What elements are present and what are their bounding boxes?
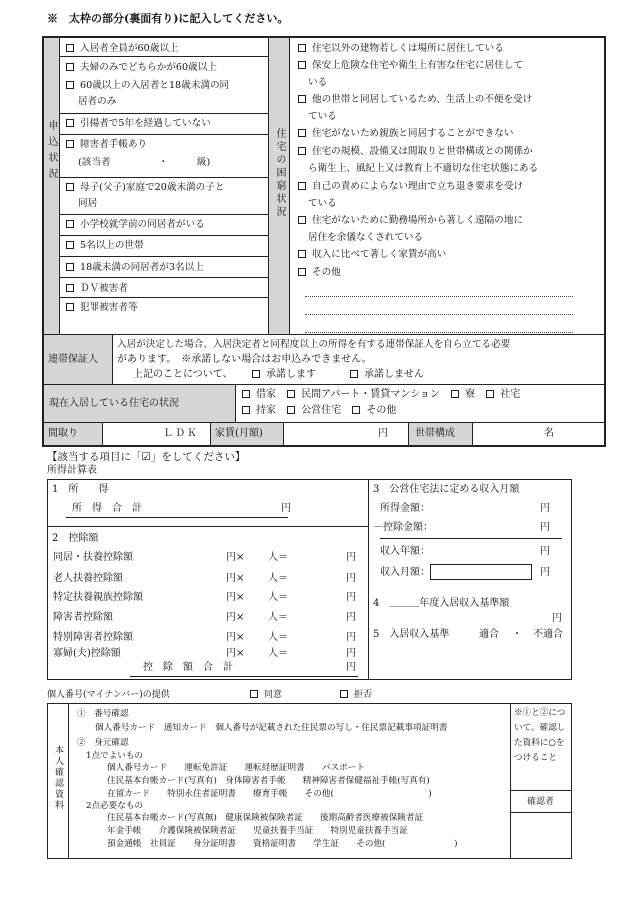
apply-item[interactable] [66, 262, 204, 274]
housing-item[interactable] [298, 249, 446, 261]
income-section-5: 5 入居収入基準 [373, 629, 450, 640]
apply-checkbox[interactable] [66, 220, 74, 228]
id-doc-line: 年金手帳 介護保険被保険者証 児童扶養手当証 特別児童扶養手当証 [107, 826, 408, 836]
income-total-yen: 円 [281, 503, 291, 514]
housing-item-label: 居住を余儀なくされている [308, 232, 424, 243]
deduction-label: 同居・扶養控除額 [53, 552, 133, 563]
apply-item-label: 障害者手帳あり [80, 139, 148, 150]
owned-checkbox[interactable] [242, 406, 250, 414]
housing-item-label: その他 [312, 267, 341, 278]
mynumber-agree-checkbox[interactable] [250, 690, 258, 698]
mynumber-label: 個人番号(マイナンバー)の提供 [47, 690, 170, 700]
apply-item[interactable] [66, 182, 224, 194]
income-section-4: 4 ＿＿＿年度入居収入基準額 [373, 598, 510, 609]
housing-item-label: 自己の責めによらない理由で立ち退き要求を受け [312, 181, 524, 192]
id-doc-line: ② 身元確認 [77, 738, 129, 748]
rental-checkbox[interactable] [242, 390, 250, 398]
deduction-yen: 円 [346, 573, 356, 584]
housing-checkbox[interactable] [298, 44, 306, 52]
deduction-yen: 円 [346, 592, 356, 603]
apply-item[interactable] [66, 302, 138, 314]
current-label: 現在入居している住宅の状況 [49, 398, 179, 409]
housing-item[interactable] [298, 128, 513, 140]
id-doc-line: 個人番号カード 運転免許証 運転経歴証明書 パスポート [107, 763, 365, 773]
deduction-yen-x: 円× [226, 573, 245, 584]
apply-item[interactable] [66, 118, 211, 130]
deduction-label: 老人扶養控除額 [53, 573, 123, 584]
deduction-yen: 円 [346, 632, 356, 643]
housing-item [308, 232, 423, 244]
public-housing-checkbox[interactable] [287, 406, 295, 414]
deduction-total-yen: 円 [346, 662, 356, 673]
deduction-total-label: 控 除 額 合 計 [143, 662, 233, 673]
apply-label-bg [44, 38, 59, 334]
apply-item[interactable] [66, 139, 147, 151]
apply-item[interactable] [66, 80, 229, 92]
housing-item-label: 収入に比べて著しく家賃が高い [312, 249, 447, 260]
id-doc-line: 預金通帳 社員証 身分証明書 資格証明書 学生証 その他( ) [107, 839, 458, 849]
minus-deduction-label: －控除金額： [373, 522, 433, 533]
apply-item-label: 引揚者で5年を経過していない [80, 118, 211, 129]
deduction-persons: 人＝ [268, 592, 288, 603]
apply-item-label: 母子(父子)家庭で20歳未満の子と [80, 182, 225, 193]
rent-yen: 円 [378, 428, 388, 439]
housing-item-label: ている [308, 198, 337, 209]
ldk-label: ＬＤＫ [163, 428, 199, 439]
deduction-yen: 円 [346, 552, 356, 563]
apply-item-label: 18歳未満の同居者が3名以上 [80, 262, 204, 273]
deduction-label: 特別障害者控除額 [53, 632, 133, 643]
apply-item[interactable] [66, 219, 205, 231]
apply-checkbox[interactable] [66, 284, 74, 292]
id-doc-line: 住民基本台帳カード(写真無) 健康保険被保険者証 後期高齢者医療被保険者証 [107, 813, 424, 823]
apply-checkbox[interactable] [66, 263, 74, 271]
housing-item[interactable] [298, 43, 504, 55]
apply-checkbox[interactable] [66, 119, 74, 127]
deduction-persons: 人＝ [268, 632, 288, 643]
unfit-label[interactable]: 不適合 [533, 629, 563, 640]
deduction-yen-x: 円× [226, 552, 245, 563]
guarantor-line3: 上記のことについて、 [133, 369, 233, 380]
apply-item [78, 96, 116, 108]
housing-item-label: いる [308, 77, 328, 88]
deduction-yen: 円 [346, 612, 356, 623]
income-amount-label: 所得金額： [380, 503, 430, 514]
housing-item-label: 住宅がないために勤務場所から著しく遠隔の地に [312, 215, 524, 226]
housing-checkbox[interactable] [298, 268, 306, 276]
housing-item[interactable] [298, 267, 341, 279]
apply-checkbox[interactable] [66, 140, 74, 148]
income-total-label: 所 得 合 計 [72, 503, 142, 514]
confirmer-label: 確認者 [527, 797, 555, 807]
housing-checkbox[interactable] [298, 216, 306, 224]
apply-item [78, 198, 97, 210]
guarantor-label: 連帯保証人 [48, 354, 98, 365]
deduction-persons: 人＝ [268, 573, 288, 584]
housing-checkbox[interactable] [298, 250, 306, 258]
guarantor-agree[interactable] [252, 369, 316, 381]
agree-label: 承諾します [266, 369, 316, 380]
persons-label: 名 [544, 428, 554, 439]
id-doc-line: 在留カード 特別永住者証明書 療育手帳 その他( ) [107, 789, 432, 799]
income-section-3: 3 公営住宅法に定める収入月額 [373, 484, 520, 495]
id-doc-line: 1点でよいもの [86, 751, 144, 761]
mynumber-refuse-checkbox[interactable] [340, 690, 348, 698]
deduction-yen-x: 円× [226, 648, 245, 659]
housing-item-label: 他の世帯と同居しているため、生活上の不便を受け [312, 94, 533, 105]
housing-item[interactable] [298, 94, 532, 106]
apply-item-label: 入居者全員が60歳以上 [80, 43, 179, 54]
housing-item-label: 住宅の規模、設備又は間取りと世帯構成との関係か [312, 146, 533, 157]
deduction-label: 寡婦(夫)控除額 [53, 648, 121, 659]
guarantor-line1: 入居が決定した場合、入居決定者と同程度以上の所得を有する連帯保証人を自ら立てる必要 [117, 339, 511, 350]
apply-checkbox[interactable] [66, 63, 74, 71]
guarantor-disagree[interactable] [350, 369, 424, 381]
deduction-persons: 人＝ [268, 552, 288, 563]
apply-checkbox[interactable] [66, 241, 74, 249]
side-note-line: ※①と②につ [514, 708, 566, 718]
apply-item [78, 157, 210, 169]
apply-item-label: 犯罪被害者等 [80, 302, 138, 313]
check-note: 【該当する項目に「☑」をしてください】 [47, 451, 246, 463]
housing-item[interactable] [298, 181, 523, 193]
apply-heading: 申込状況 [46, 120, 57, 184]
other-housing-checkbox[interactable] [352, 406, 360, 414]
deduction-persons: 人＝ [268, 612, 288, 623]
deduction-yen-x: 円× [226, 592, 245, 603]
deduction-yen: 円 [346, 648, 356, 659]
housing-item [308, 111, 337, 123]
housing-item-label: 住宅以外の建物若しくは場所に居住している [312, 43, 504, 54]
annual-income-yen: 円 [540, 546, 550, 557]
side-note-line: つけること [514, 753, 557, 763]
apply-checkbox[interactable] [66, 183, 74, 191]
housing-item [308, 163, 538, 175]
housing-item[interactable] [298, 146, 533, 158]
minus-deduction-yen: 円 [540, 522, 550, 533]
family-label: 世帯構成 [415, 428, 455, 439]
housing-item-label: 保安上危険な住宅や衛生上有害な住宅に居住して [312, 60, 524, 71]
guarantor-line2: があります。 ※承諾しない場合はお申込みできません。 [117, 354, 372, 365]
notice-text: ※ 太枠の部分(裏面有り)に記入してください。 [47, 12, 289, 25]
housing-checkbox[interactable] [298, 61, 306, 69]
apply-item-label: ＤＶ被害者 [80, 283, 128, 294]
apply-item[interactable] [66, 283, 128, 295]
id-doc-line: 2点必要なもの [86, 801, 144, 811]
apply-item-label: (該当者 ・ 級) [78, 157, 211, 168]
id-docs-heading: 本人確認資料 [53, 745, 63, 811]
rent-label: 家賃(月額) [215, 428, 263, 439]
income-standard-yen: 円 [552, 613, 562, 624]
side-note-line: た資料に○を [514, 738, 565, 748]
deduction-yen-x: 円× [226, 632, 245, 643]
income-section-1: 1 所 得 [52, 484, 109, 495]
annual-income-label: 収入年額： [380, 546, 430, 557]
apply-item[interactable] [66, 240, 144, 252]
id-doc-line: 住民基本台帳カード(写真有) 身体障害者手帳 精神障害者保健福祉手帳(写真有) [107, 776, 430, 786]
monthly-income-yen: 円 [540, 567, 550, 578]
apply-checkbox[interactable] [66, 303, 74, 311]
agree-checkbox[interactable] [252, 370, 260, 378]
fit-label[interactable]: 適合 [479, 629, 499, 640]
current-row1: 借家 民間アパート・賃貸マンション 寮 社宅 [242, 389, 520, 401]
mynumber-agree[interactable]: 同意 [250, 690, 282, 701]
private-apartment-checkbox[interactable] [287, 390, 295, 398]
disagree-checkbox[interactable] [350, 370, 358, 378]
monthly-income-label: 収入月額： [380, 567, 430, 578]
dormitory-checkbox[interactable] [451, 390, 459, 398]
apply-checkbox[interactable] [66, 44, 74, 52]
housing-checkbox[interactable] [298, 129, 306, 137]
madori-label: 間取り [48, 428, 78, 439]
id-doc-line: ① 番号確認 [77, 709, 129, 719]
income-section-2: 2 控除額 [52, 533, 99, 544]
housing-item[interactable] [298, 215, 523, 227]
housing-item [308, 198, 337, 210]
apply-item-label: 夫婦のみでどちらかが60歳以上 [80, 62, 217, 73]
apply-item-label: 60歳以上の入居者と18歳未満の同 [80, 80, 230, 91]
company-housing-checkbox[interactable] [486, 390, 494, 398]
income-table-title: 所得計算表 [47, 465, 97, 476]
deduction-persons: 人＝ [268, 648, 288, 659]
id-doc-line: 個人番号カード 通知カード 個人番号が記載された住民票の写し・住民票記載事項証明書 [95, 723, 448, 733]
fit-separator: ・ [512, 629, 522, 640]
income-amount-yen: 円 [540, 503, 550, 514]
apply-item-label: 小学校就学前の同居者がいる [80, 219, 205, 230]
housing-item-label: 住宅がないため親族と同居することができない [312, 128, 514, 139]
apply-checkbox[interactable] [66, 81, 74, 89]
housing-item[interactable] [298, 60, 523, 72]
deduction-label: 障害者控除額 [53, 612, 113, 623]
housing-checkbox[interactable] [298, 95, 306, 103]
apply-item[interactable] [66, 43, 179, 55]
housing-item-label: ている [308, 111, 337, 122]
mynumber-refuse[interactable]: 拒否 [340, 690, 372, 701]
side-note-line: いて、確認し [514, 723, 566, 733]
deduction-label: 特定扶養親族控除額 [53, 592, 143, 603]
apply-item[interactable] [66, 62, 217, 74]
apply-item-label: 居者のみ [78, 96, 117, 107]
monthly-income-field[interactable] [430, 564, 532, 580]
deduction-yen-x: 円× [226, 612, 245, 623]
housing-heading: 住宅の困窮状況 [274, 128, 285, 219]
housing-item [308, 77, 327, 89]
disagree-label: 承諾しません [364, 369, 424, 380]
apply-item-label: 同居 [78, 198, 98, 209]
apply-item-label: 5名以上の世帯 [80, 240, 144, 251]
current-row2: 持家 公営住宅 その他 [242, 405, 396, 417]
housing-checkbox[interactable] [298, 182, 306, 190]
housing-checkbox[interactable] [298, 147, 306, 155]
housing-item-label: ら衛生上、風紀上又は教育上不適切な住宅状態にある [308, 163, 539, 174]
